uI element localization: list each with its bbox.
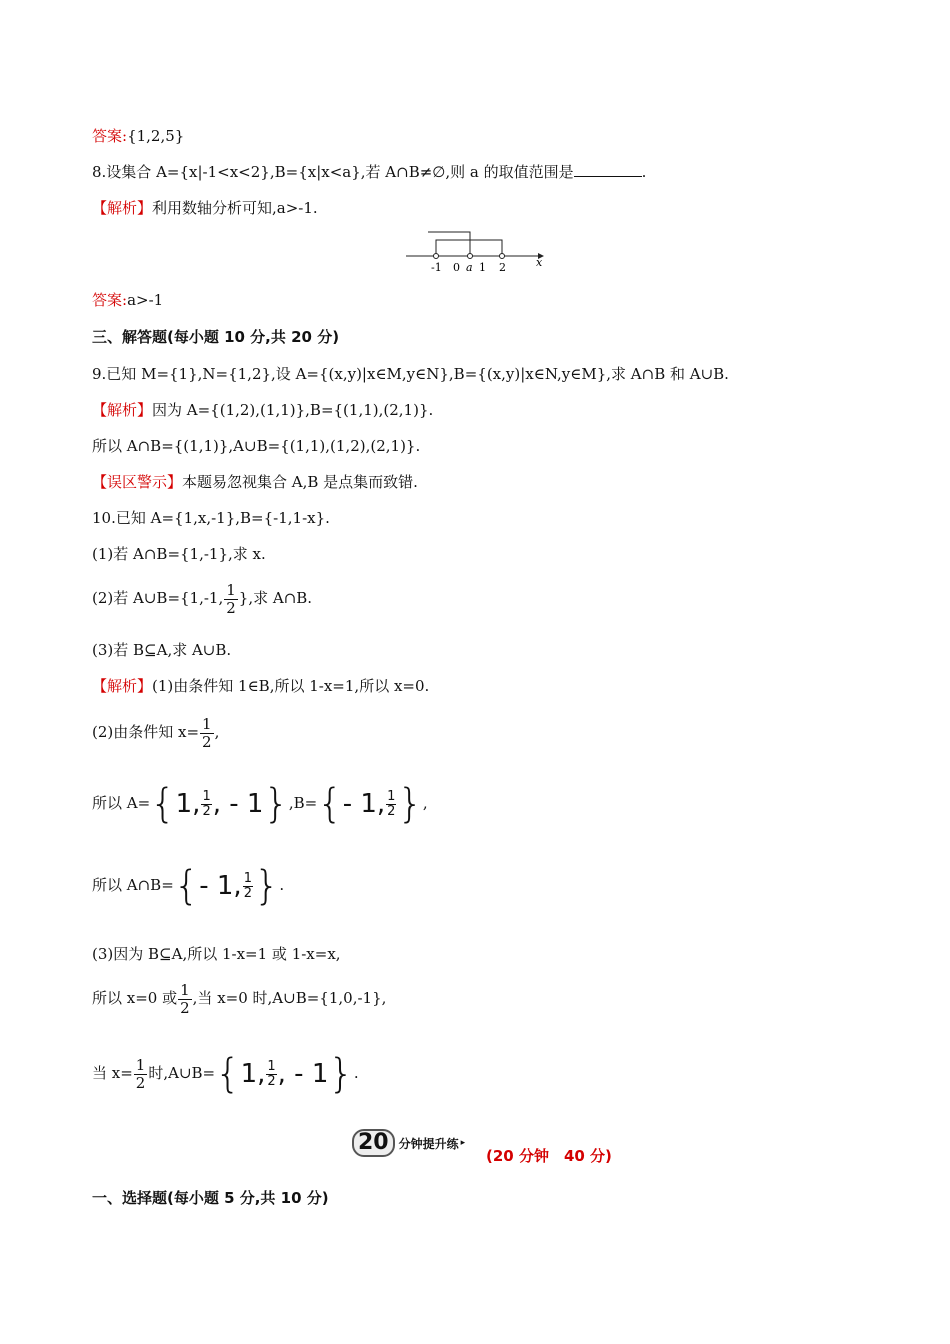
frac-num: 1: [226, 580, 236, 599]
q9-stem: 9.已知 M={1},N={1,2},设 A={(x,y)|x∈M,y∈N},B={(x,y)|x∈N,y∈M},求 A∩B 和 A∪B.: [92, 365, 729, 383]
set-comma: ,: [376, 789, 386, 819]
set-comma: ,: [257, 1059, 266, 1089]
q10-part3: (3)若 B⊆A,求 A∪B.: [92, 641, 232, 659]
set-comma: ,: [192, 789, 201, 819]
q8-analysis: [92, 198, 318, 218]
q10-part1: (1)若 A∩B={1,-1},求 x.: [92, 545, 266, 563]
set-comma: ,: [233, 871, 242, 901]
q10-solution-6: [92, 978, 386, 1018]
right-brace: }: [328, 1051, 354, 1097]
frac-den: 2: [135, 1073, 146, 1092]
fraction-half: [266, 1060, 276, 1089]
analysis-label: 【解析】: [92, 677, 153, 695]
q10-solution-4: [92, 860, 284, 910]
fraction-half: [178, 982, 192, 1017]
frac-den: 2: [202, 803, 211, 819]
q10-stem: 10.已知 A={1,x,-1},B={-1,1-x}.: [92, 509, 330, 527]
frac-den: 2: [267, 1073, 276, 1089]
fraction-half: [134, 1057, 148, 1092]
right-brace: }: [253, 863, 280, 909]
warning-label: 【误区警示】: [92, 473, 183, 491]
q10-analysis-1: [92, 676, 429, 696]
frac-den: 2: [243, 885, 252, 901]
left-brace: {: [317, 781, 343, 827]
solution-3-b: ,B=: [288, 794, 318, 812]
part2-end: },求 A∩B.: [238, 589, 313, 607]
frac-num: 1: [202, 714, 212, 733]
q9-warning: [92, 472, 418, 492]
practice-badge: [352, 1129, 465, 1157]
number-line-diagram: [400, 228, 550, 276]
q8-stem-end: .: [641, 163, 647, 181]
frac-num: 1: [180, 980, 190, 999]
right-brace: }: [397, 781, 423, 827]
answer-label: 答案:: [92, 291, 128, 309]
frac-num: 1: [135, 1055, 146, 1074]
q9-line2: 所以 A∩B={(1,1)},A∪B={(1,1),(1,2),(2,1)}.: [92, 437, 421, 455]
solution-6-text: 所以 x=0 或: [92, 989, 178, 1007]
comma: ,: [422, 794, 428, 812]
badge-text: 分钟提升练: [398, 1136, 459, 1151]
q7-answer: [92, 126, 184, 146]
set-elem: - 1: [342, 789, 377, 819]
frac-den: 2: [180, 998, 190, 1017]
frac-num: 1: [243, 870, 252, 886]
right-brace: }: [263, 781, 289, 827]
solution-4-text: 所以 A∩B=: [92, 876, 174, 894]
set-elem: 1: [175, 789, 193, 819]
answer-value: a>-1: [127, 291, 164, 309]
solution-2-text: (2)由条件知 x=: [92, 723, 200, 741]
analysis-text: 因为 A={(1,2),(1,1)},B={(1,1),(2,1)}.: [152, 401, 434, 419]
q10-part2: [92, 578, 312, 618]
solution-7-text: 当 x=: [92, 1064, 133, 1082]
period: .: [279, 876, 285, 894]
tick-1: 1: [479, 261, 486, 274]
analysis-text: 利用数轴分析可知,a>-1.: [152, 199, 318, 217]
answer-blank: [574, 162, 642, 177]
section-title-3: 三、解答题(每小题 10 分,共 20 分): [92, 328, 340, 346]
left-brace: {: [150, 781, 176, 827]
period: .: [353, 1064, 359, 1082]
tick-0: 0: [453, 261, 460, 274]
frac-den: 2: [387, 803, 396, 819]
frac-num: 1: [267, 1058, 276, 1074]
fraction-half: [243, 872, 253, 901]
badge-time: (20 分钟 40 分): [486, 1147, 612, 1165]
part2-text: (2)若 A∪B={1,-1,: [92, 589, 224, 607]
tick-neg1: -1: [431, 261, 442, 274]
analysis-label: 【解析】: [92, 199, 153, 217]
q9-analysis: [92, 400, 433, 420]
q10-solution-3: [92, 778, 428, 828]
solution-7-mid: 时,A∪B=: [148, 1064, 216, 1082]
set-elem: 1: [240, 1059, 258, 1089]
left-brace: {: [173, 863, 200, 909]
analysis-label: 【解析】: [92, 401, 153, 419]
q8-stem: [92, 162, 646, 182]
arrow-icon: ▸: [460, 1138, 466, 1148]
q10-solution-7: [92, 1048, 359, 1098]
set-elem: , - 1: [277, 1059, 329, 1089]
solution-6-end: ,当 x=0 时,A∪B={1,0,-1},: [192, 989, 387, 1007]
frac-num: 1: [387, 788, 396, 804]
section-title-1: 一、选择题(每小题 5 分,共 10 分): [92, 1189, 329, 1207]
solution-1: (1)由条件知 1∈B,所以 1-x=1,所以 x=0.: [152, 677, 430, 695]
frac-num: 1: [202, 788, 211, 804]
badge-number: 20: [352, 1129, 395, 1157]
warning-text: 本题易忽视集合 A,B 是点集而致错.: [182, 473, 418, 491]
left-brace: {: [215, 1051, 241, 1097]
q10-solution-5: (3)因为 B⊆A,所以 1-x=1 或 1-x=x,: [92, 945, 341, 963]
q8-stem-text: 8.设集合 A={x|-1<x<2},B={x|x<a},若 A∩B≠∅,则 a 的取值范围是: [92, 163, 574, 181]
axis-label-x: x: [536, 256, 543, 269]
frac-den: 2: [226, 598, 236, 617]
frac-den: 2: [202, 732, 212, 751]
set-elem: - 1: [199, 871, 234, 901]
tick-2: 2: [499, 261, 506, 274]
fraction-half: [386, 790, 396, 819]
answer-label: 答案:: [92, 127, 128, 145]
answer-value: {1,2,5}: [127, 127, 185, 145]
fraction-half: [224, 582, 238, 617]
set-elem: , - 1: [212, 789, 264, 819]
solution-3-text: 所以 A=: [92, 794, 151, 812]
fraction-half: [200, 716, 214, 751]
fraction-half: [201, 790, 211, 819]
q10-solution-2: [92, 712, 219, 752]
q8-answer: [92, 290, 163, 310]
tick-a: a: [466, 261, 473, 274]
comma: ,: [214, 723, 220, 741]
